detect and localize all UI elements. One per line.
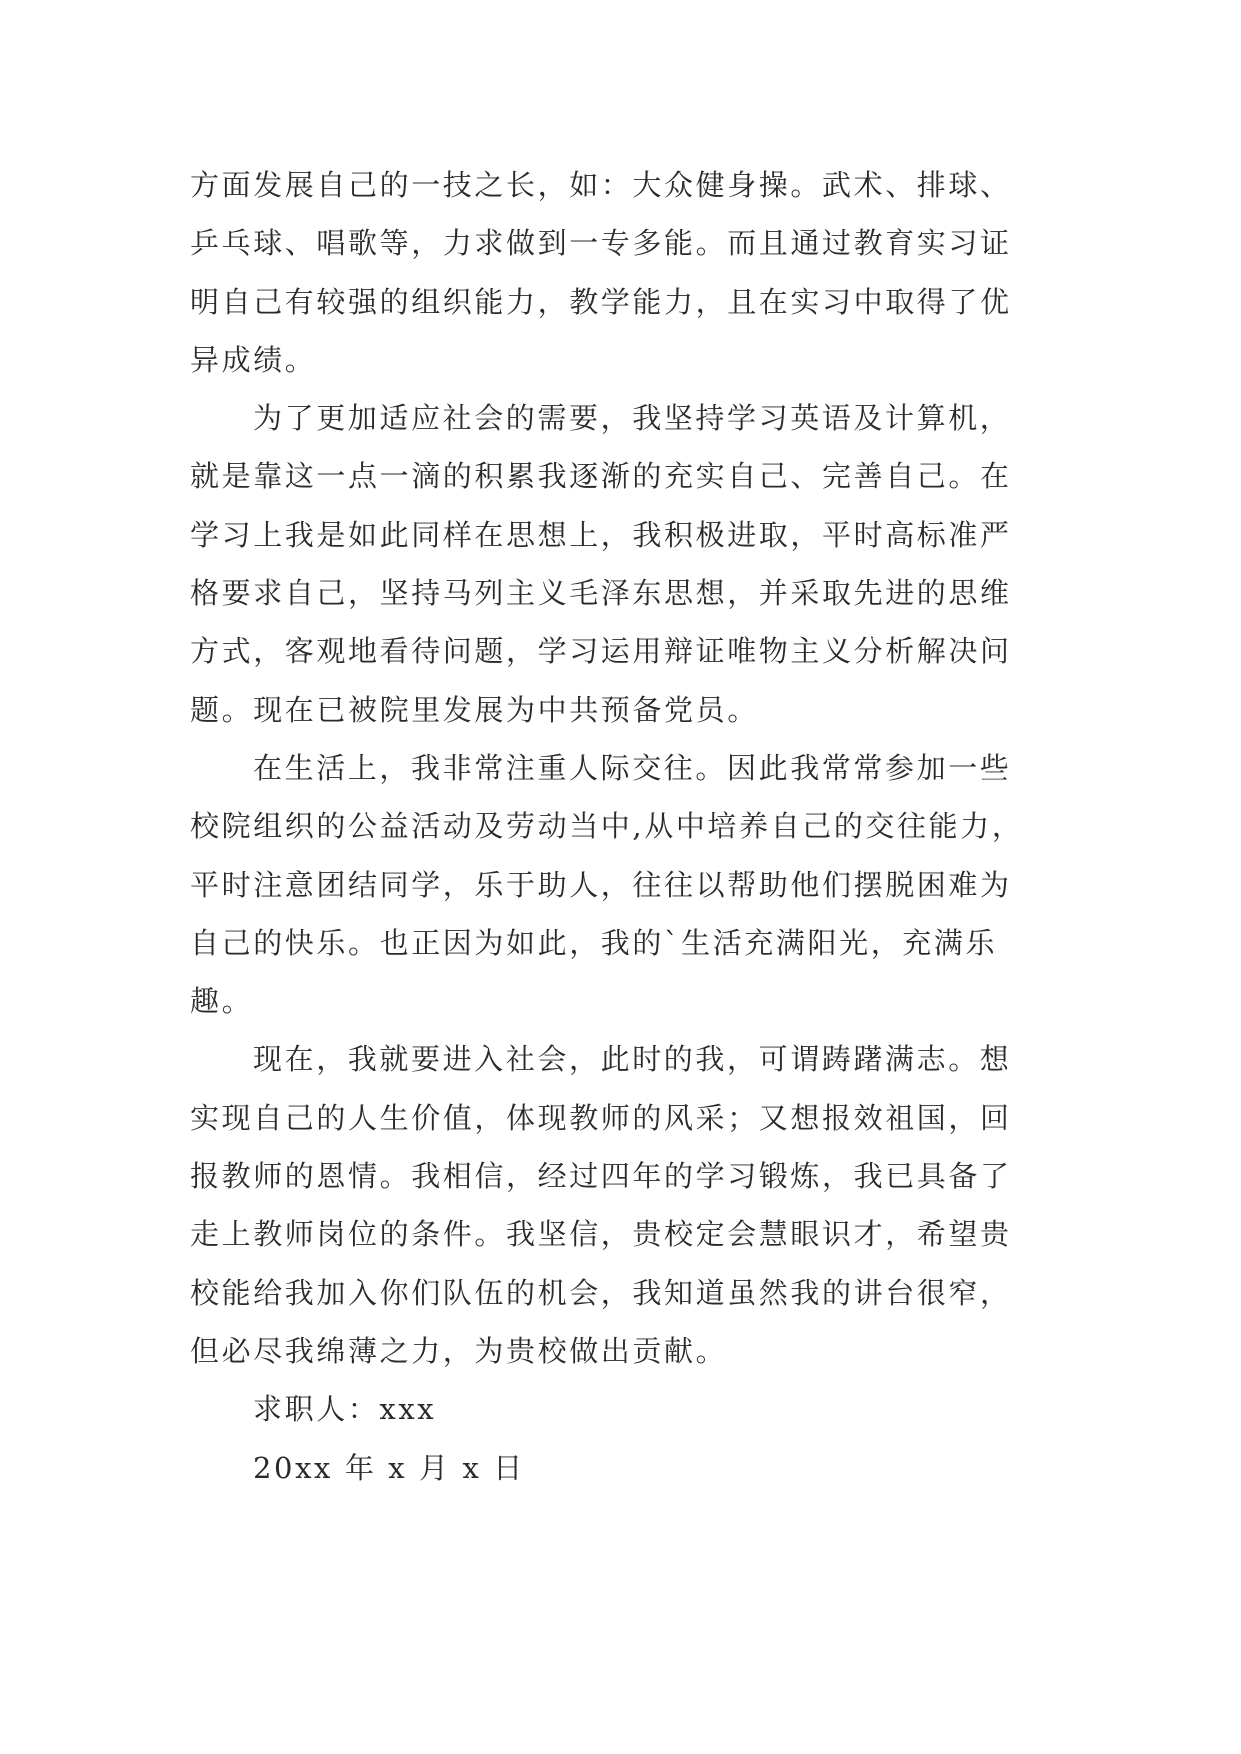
text-line: 但必尽我绵薄之力，为贵校做出贡献。 bbox=[190, 1333, 728, 1368]
text-line: 方式，客观地看待问题，学习运用辩证唯物主义分析解决问 bbox=[190, 634, 1012, 669]
text-line: 报教师的恩情。我相信，经过四年的学习锻炼，我已具备了 bbox=[190, 1159, 1012, 1194]
text-line: 20xx 年 x 月 x 日 bbox=[253, 1450, 525, 1485]
text-line: 平时注意团结同学，乐于助人，往往以帮助他们摆脱困难为 bbox=[190, 867, 1012, 902]
text-line: 实现自己的人生价值，体现教师的风采；又想报效祖国，回 bbox=[190, 1100, 1012, 1135]
text-line: 异成绩。 bbox=[190, 342, 317, 377]
text-line: 格要求自己，坚持马列主义毛泽东思想，并采取先进的思维 bbox=[190, 576, 1012, 611]
text-line: 明自己有较强的组织能力，教学能力，且在实习中取得了优 bbox=[190, 284, 1012, 319]
text-line: 求职人：xxx bbox=[253, 1392, 437, 1427]
text-line: 学习上我是如此同样在思想上，我积极进取，平时高标准严 bbox=[190, 517, 1012, 552]
text-line: 现在，我就要进入社会，此时的我，可谓踌躇满志。想 bbox=[253, 1042, 1012, 1077]
text-line: 就是靠这一点一滴的积累我逐渐的充实自己、完善自己。在 bbox=[190, 459, 1012, 494]
text-line: 校能给我加入你们队伍的机会，我知道虽然我的讲台很窄， bbox=[190, 1275, 1012, 1310]
text-line: 乒乓球、唱歌等，力求做到一专多能。而且通过教育实习证 bbox=[190, 226, 1012, 261]
text-line: 趣。 bbox=[190, 984, 254, 1019]
text-line: 校院组织的公益活动及劳动当中,从中培养自己的交往能力， bbox=[190, 809, 1024, 844]
text-line: 为了更加适应社会的需要，我坚持学习英语及计算机， bbox=[253, 401, 1012, 436]
letter-body bbox=[190, 156, 1060, 1497]
text-line: 在生活上，我非常注重人际交往。因此我常常参加一些 bbox=[253, 750, 1012, 785]
text-line: 题。现在已被院里发展为中共预备党员。 bbox=[190, 692, 759, 727]
text-line: 自己的快乐。也正因为如此，我的`生活充满阳光，充满乐 bbox=[190, 925, 998, 960]
text-line: 走上教师岗位的条件。我坚信，贵校定会慧眼识才，希望贵 bbox=[190, 1217, 1012, 1252]
text-line: 方面发展自己的一技之长，如：大众健身操。武术、排球、 bbox=[190, 168, 1012, 202]
